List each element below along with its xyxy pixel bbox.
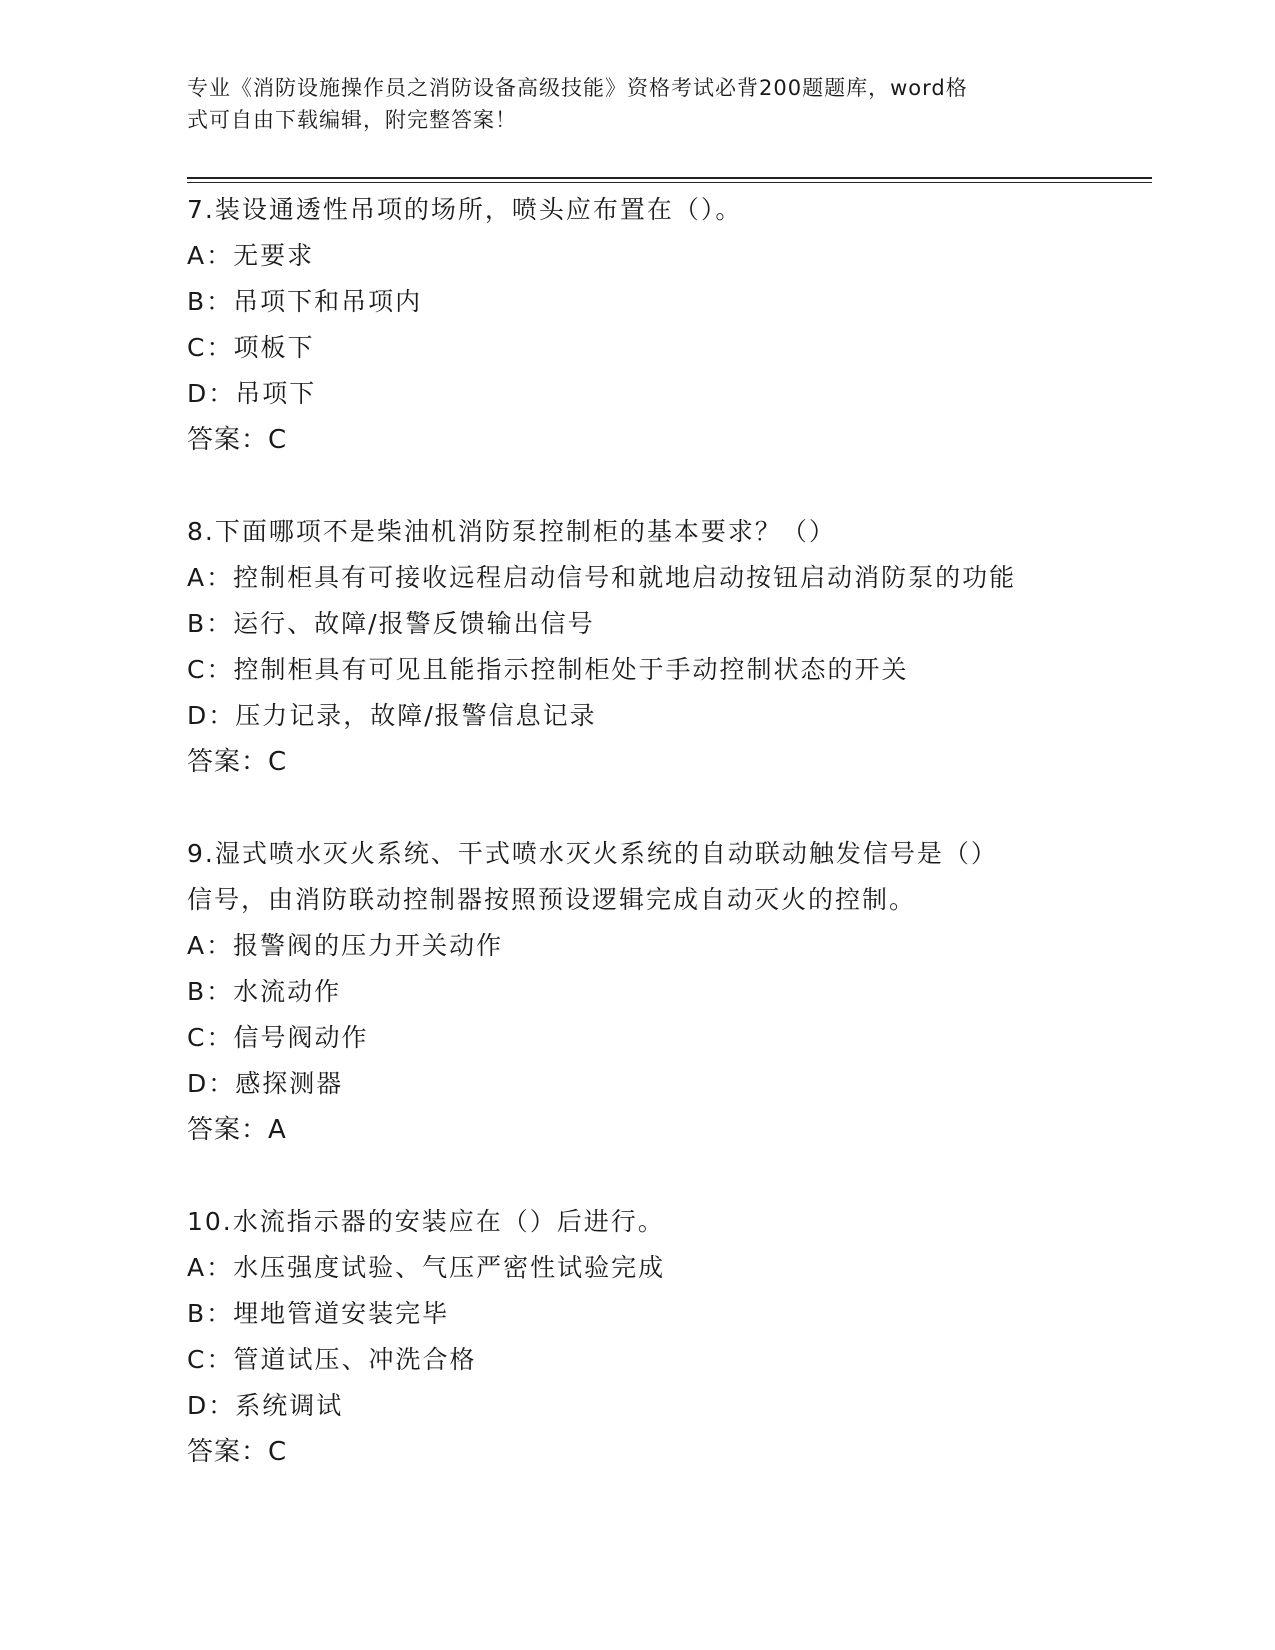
option-c: C：管道试压、冲洗合格 [187,1345,477,1374]
option-a: A：无要求 [187,241,315,270]
header-divider-thin [187,182,1152,183]
answer-line: 答案：A [187,1115,287,1145]
question-stem-line-1: 9.湿式喷水灭火系统、干式喷水灭火系统的自动联动触发信号是（） [187,839,998,868]
option-a: A：控制柜具有可接收远程启动信号和就地启动按钮启动消防泵的功能 [187,563,1017,592]
header-divider-thick [187,177,1152,179]
option-d: D：吊项下 [187,379,317,408]
option-c: C：控制柜具有可见且能指示控制柜处于手动控制状态的开关 [187,655,909,684]
option-c: C：项板下 [187,333,315,362]
header-line-2: 式可自由下载编辑，附完整答案！ [187,108,517,132]
option-b: B：吊项下和吊项内 [187,287,423,316]
question-stem: 10.水流指示器的安装应在（）后进行。 [187,1207,665,1236]
option-b: B：运行、故障/报警反馈输出信号 [187,609,595,638]
option-b: B：水流动作 [187,977,342,1006]
option-d: D：压力记录，故障/报警信息记录 [187,701,597,730]
option-a: A：水压强度试验、气压严密性试验完成 [187,1253,666,1282]
document-header [187,72,1067,136]
option-a: A：报警阀的压力开关动作 [187,931,504,960]
option-d: D：感探测器 [187,1069,344,1098]
question-list [187,187,1147,1475]
answer-line: 答案：C [187,425,288,455]
question-stem-line-2: 信号，由消防联动控制器按照预设逻辑完成自动灭火的控制。 [187,885,917,914]
question-stem: 7.装设通透性吊项的场所，喷头应布置在（）。 [187,195,743,224]
question-8 [187,509,1147,785]
question-7 [187,187,1147,463]
option-c: C：信号阀动作 [187,1023,369,1052]
answer-line: 答案：C [187,1437,288,1467]
answer-line: 答案：C [187,747,288,777]
question-stem: 8.下面哪项不是柴油机消防泵控制柜的基本要求？（） [187,517,836,546]
header-line-1: 专业《消防设施操作员之消防设备高级技能》资格考试必背200题题库，word格 [187,76,968,100]
question-10 [187,1199,1147,1475]
option-d: D：系统调试 [187,1391,344,1420]
option-b: B：埋地管道安装完毕 [187,1299,450,1328]
question-9 [187,831,1147,1153]
